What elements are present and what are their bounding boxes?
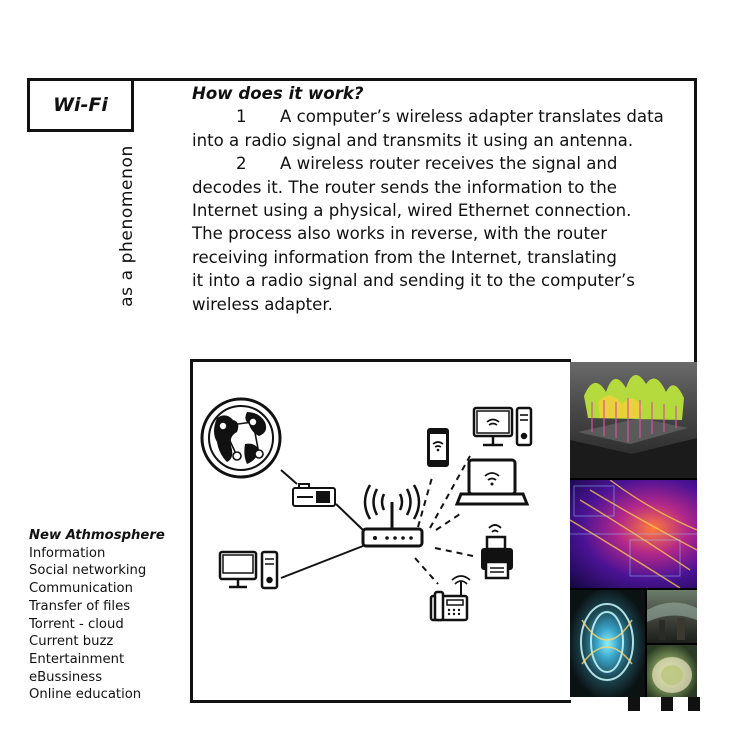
step-1-number: 1 (236, 107, 247, 127)
list-item: eBussiness (29, 669, 103, 685)
router-printer-link (435, 548, 473, 556)
step-1-text-1: A computer’s wireless adapter translates data (280, 107, 664, 127)
signal-heatmap-photo (570, 480, 697, 588)
phone-icon (431, 576, 470, 620)
step-2-number: 2 (236, 154, 247, 174)
desktop-icon (474, 408, 531, 445)
corner-tab-3 (688, 697, 700, 711)
list-item: Communication (29, 581, 133, 597)
globe-icon (202, 399, 280, 477)
dome-photo (647, 645, 697, 697)
corner-tab-2 (661, 697, 673, 711)
street-photo (647, 590, 697, 643)
modem-icon (293, 484, 335, 506)
step-2-text-1: A wireless router receives the signal and (280, 154, 618, 174)
step-2-text-7: wireless adapter. (192, 294, 333, 314)
vertical-subtitle: as a phenomenon (117, 145, 137, 307)
list-item: Torrent - cloud (29, 616, 124, 632)
router-laptop-link (436, 512, 463, 530)
atmosphere-list-title: New Athmosphere (29, 528, 165, 543)
pc-icon (220, 552, 277, 588)
how-it-works-text (192, 82, 697, 316)
list-item: Current buzz (29, 634, 114, 650)
how-it-works-heading: How does it work? (192, 84, 364, 103)
step-2-text-4: The process also works in reverse, with the router (192, 224, 608, 244)
laptop-icon (457, 460, 527, 504)
photo-strip (570, 362, 697, 697)
step-1-line-1 (192, 105, 697, 128)
step-2-text-5: receiving information from the Internet, translating (192, 247, 617, 267)
network-diagram-svg (193, 362, 571, 697)
step-2-text-3: Internet using a physical, wired Ethernet connection. (192, 201, 632, 221)
router-phone-link (415, 558, 438, 584)
atmosphere-list (29, 527, 165, 704)
router-smartphone-link (418, 474, 433, 527)
smartphone-icon (427, 428, 449, 467)
step-2-line-1 (192, 152, 697, 175)
list-item: Information (29, 545, 106, 561)
router-icon (363, 485, 422, 546)
globe-modem-link (281, 470, 297, 484)
pc-router-link (281, 546, 363, 578)
list-item: Entertainment (29, 651, 125, 667)
title-box (27, 78, 134, 132)
network-diagram (190, 359, 571, 703)
list-item: Social networking (29, 563, 147, 579)
list-item: Transfer of files (29, 598, 131, 614)
corner-tab-1 (628, 697, 640, 711)
step-1-text-2: into a radio signal and transmits it using an antenna. (192, 130, 634, 150)
light-painting-photo (570, 590, 645, 697)
printer-icon (481, 525, 513, 578)
step-2-text-6: it into a radio signal and sending it to the computer’s (192, 271, 635, 291)
step-2-text-2: decodes it. The router sends the information to the (192, 177, 617, 197)
modem-router-link (336, 504, 363, 530)
list-item: Online education (29, 687, 142, 703)
page-title: Wi-Fi (53, 94, 108, 116)
signal-model-photo (570, 362, 697, 478)
